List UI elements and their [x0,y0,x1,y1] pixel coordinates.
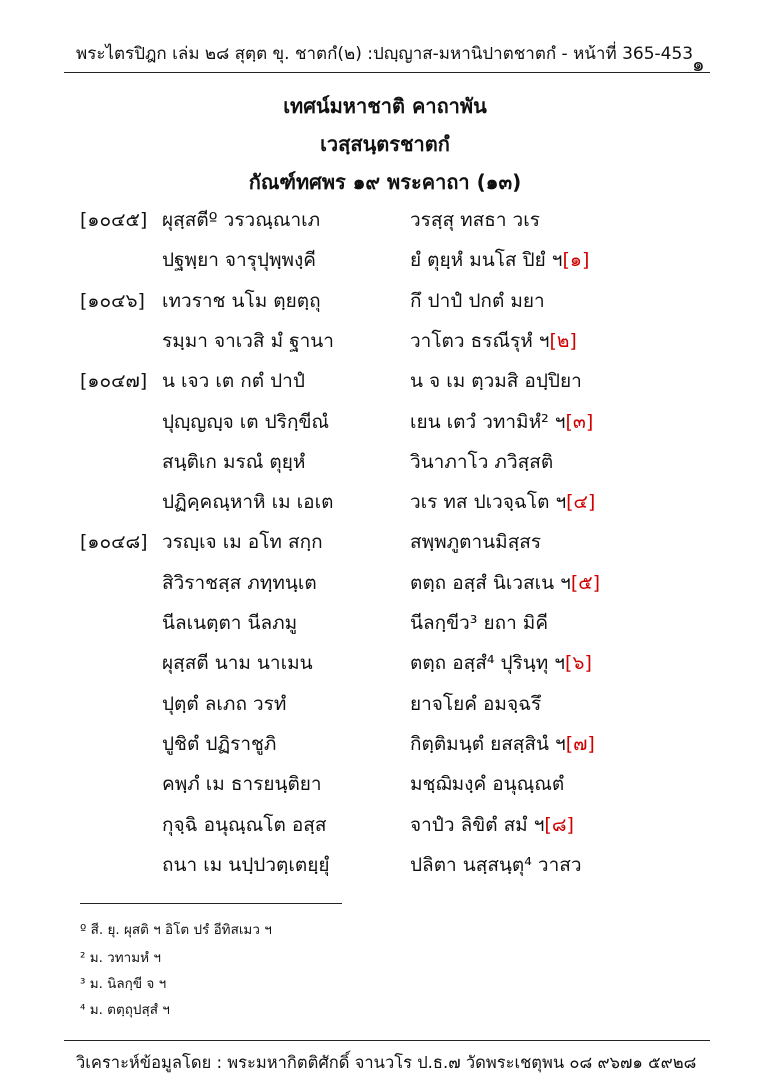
verse-line-b [410,245,589,275]
footnote-4: ⁴ ม. ตตฺถุปสฺสํ ฯ [80,1002,170,1018]
footer-rule [64,1040,710,1041]
verse-line-a: กุจฺฉิ อนุณฺณโต อสฺส [162,814,327,836]
title-line-2: เวสฺสนฺตรชาตกํ [320,132,450,156]
verse-line-a: นีลเนตฺตา นีลภมู [162,612,298,634]
verse-line-b [410,487,595,517]
verse-line-b-text: วรสฺสุ ทสธา วเร [410,209,540,231]
verse-line-a: ผุสฺสตี นาม นาเมน [162,652,313,674]
verse-number: [๑๐๔๖] [80,290,145,312]
verse-line-a: วรญฺเจ เม อโท สกฺก [162,531,323,553]
verse-line-b [410,205,540,235]
verse-line-b-text: ปลิตา นสฺสนฺตุ⁴ วาสว [410,854,582,876]
verse-line-a: ปฐพฺยา จารุปุพฺพงฺคี [162,249,317,271]
verse-line-b [410,527,541,557]
verse-line-b-text: เยน เตวํ วทามิหํ² ฯ [410,411,566,433]
verse-line-b-text: จาปํว ลิขิตํ สมํ ฯ [410,814,545,836]
verse-line-b [410,850,582,880]
verse-number: [๑๐๔๘] [80,531,148,553]
verse-line-b-text: ยํ ตุยฺหํ มนโส ปิยํ ฯ [410,249,563,271]
verse-line-b [410,447,553,477]
verse-line-b-text: นีลกฺขีว³ ยถา มิคี [410,612,549,634]
verse-line-b-text: วินาภาโว ภวิสฺสติ [410,451,554,473]
header-title: พระไตรปิฎก เล่ม ๒๘ สุตฺต ขุ. ชาตกํ(๒) :ปญฺญาส-มหานิปาตชาตกํ - หน้าที่ 365-453 [76,44,694,64]
verse-line-a: น เจว เต กตํ ปาปํ [162,370,305,392]
verse-line-b [410,326,577,356]
verse-line-a: รมฺมา จาเวสิ มํ ฐานา [162,330,334,352]
verse-line-a: ปูชิตํ ปฏิราชูภิ [162,733,277,755]
verse-line-b-text: วาโตว ธรณีรุหํ ฯ [410,330,550,352]
verse-mark: [๓] [565,411,594,433]
verse-line-b-text: น จ เม ตฺวมสิ อปฺปิยา [410,370,582,392]
footnote-2: ² ม. วทามหํ ฯ [80,950,161,966]
verse-line-a: คพฺภํ เม ธารยนฺติยา [162,773,322,795]
verse-line-a: ปุตฺตํ ลเภถ วรทํ [162,693,287,715]
verse-line-a: ปฏิคฺคณฺหาหิ เม เอเต [162,491,334,513]
verse-number: [๑๐๔๕] [80,209,148,231]
verse-line-b [410,810,574,840]
verse-mark: [๒] [549,330,577,352]
verse-line-b-text: มชฺฌิมงฺคํ อนุณฺณตํ [410,773,565,795]
verse-line-b-text: กึ ปาปํ ปกตํ มยา [410,290,545,312]
verse-line-b-text: วเร ทส ปเวจฺฉโต ฯ [410,491,567,513]
verse-line-b-text: กิตฺติมนฺตํ ยสสฺสินํ ฯ [410,733,566,755]
verse-line-b [410,407,593,437]
verse-line-a: สนฺติเก มรณํ ตุยฺหํ [162,451,306,473]
verse-mark: [๕] [570,572,601,594]
verse-line-b-text: ตตฺถ อสฺสํ⁴ ปุรินฺทุ ฯ [410,652,565,674]
verse-line-a: ถนา เม นปฺปวตฺเตยฺยุํ [162,854,330,876]
title-line-1: เทศน์มหาชาติ คาถาพัน [283,94,487,118]
footer-text: วิเคราะห์ข้อมูลโดย : พระมหากิตติศักดิ์ จานวโร ป.ธ.๗ วัดพระเชตุพน ๐๘ ๙๖๗๑ ๕๙๒๘ [76,1053,697,1072]
page-number: ๑ [692,52,705,76]
verse-mark: [๖] [564,652,592,674]
verse-mark: [๗] [565,733,595,755]
footnote-rule [80,903,342,904]
footnote-3: ³ ม. นิลกฺขี จ ฯ [80,976,167,992]
verse-line-b [410,608,548,638]
verse-line-b [410,648,592,678]
verse-mark: [๘] [544,814,574,836]
verse-line-b [410,568,600,598]
verse-line-a: เทวราช นโม ตฺยตฺถุ [162,290,321,312]
verse-line-a: ผุสฺสตีº วรวณฺณาเภ [162,209,321,231]
verse-line-b [410,689,541,719]
verse-mark: [๑] [562,249,590,271]
verse-line-b [410,729,595,759]
verse-line-b-text: ตตฺถ อสฺสํ นิเวสเน ฯ [410,572,571,594]
verse-line-b [410,286,545,316]
verse-line-b-text: สพฺพภูตานมิสฺสร [410,531,542,553]
verse-line-b [410,769,564,799]
title-line-3: กัณฑ์ทศพร ๑๙ พระคาถา (๑๓) [248,170,522,194]
verse-line-b-text: ยาจโยคํ อมจฺฉรึ [410,693,542,715]
verse-line-a: ปุญฺญญฺจ เต ปริกฺขีณํ [162,411,330,433]
footnote-1: º สี. ยุ. ผุสติ ฯ อิโต ปรํ อีทิสเมว ฯ [80,922,272,938]
verse-line-a: สิวิราชสฺส ภทฺทนฺเต [162,572,317,594]
header-rule [64,72,710,73]
verse-mark: [๔] [566,491,596,513]
verse-number: [๑๐๔๗] [80,370,148,392]
verse-line-b [410,366,582,396]
